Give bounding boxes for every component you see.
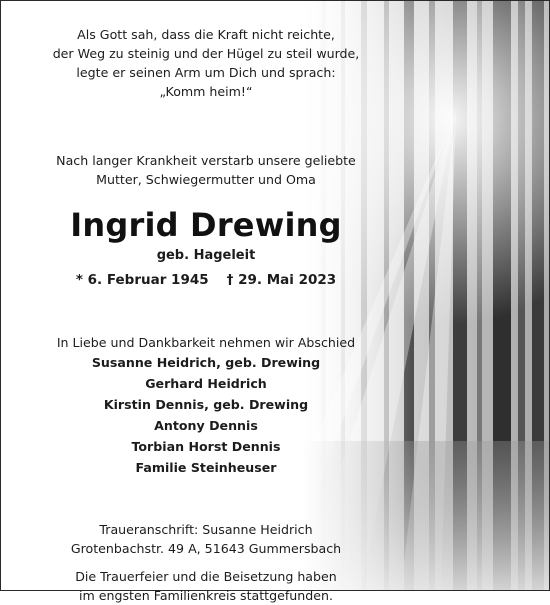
mourner-name: Kirstin Dennis, geb. Drewing (103, 397, 309, 412)
funeral-note (1, 567, 411, 605)
notice-text (1, 1, 411, 605)
mourner-name: Familie Steinheuser (135, 460, 277, 475)
mourner-name: Gerhard Heidrich (145, 376, 267, 391)
life-dates (1, 269, 411, 291)
intro-line: Mutter, Schwiegermutter und Oma (96, 172, 316, 187)
mourner-name: Antony Dennis (154, 418, 258, 433)
mourner-name: Torbian Horst Dennis (131, 439, 281, 454)
mourning-address (1, 520, 411, 558)
address-line: Grotenbachstr. 49 A, 51643 Gummersbach (70, 541, 342, 556)
intro-line: Nach langer Krankheit verstarb unsere geliebte (56, 153, 356, 168)
address-line: Traueranschrift: Susanne Heidrich (99, 522, 313, 537)
farewell-line: In Liebe und Dankbarkeit nehmen wir Abschied (56, 335, 356, 350)
mourners-section (1, 333, 411, 478)
funeral-line: Die Trauerfeier und die Beisetzung haben (75, 569, 337, 584)
maiden-name: geb. Hageleit (156, 248, 256, 263)
poem-line: der Weg zu steinig und der Hügel zu steil wurde, (52, 46, 360, 61)
mourner-name: Susanne Heidrich, geb. Drewing (91, 355, 321, 370)
funeral-line: im engsten Familienkreis stattgefunden. (79, 588, 333, 603)
deceased-name: Ingrid Drewing (70, 206, 342, 244)
birth-date: * 6. Februar 1945 (75, 272, 209, 288)
death-date: † 29. Mai 2023 (226, 272, 337, 288)
poem-line: Als Gott sah, dass die Kraft nicht reichte, (77, 27, 335, 42)
poem-line: legte er seinen Arm um Dich und sprach: (76, 65, 336, 80)
intro (1, 151, 411, 189)
poem (1, 25, 411, 101)
poem-line: „Komm heim!“ (159, 84, 253, 99)
